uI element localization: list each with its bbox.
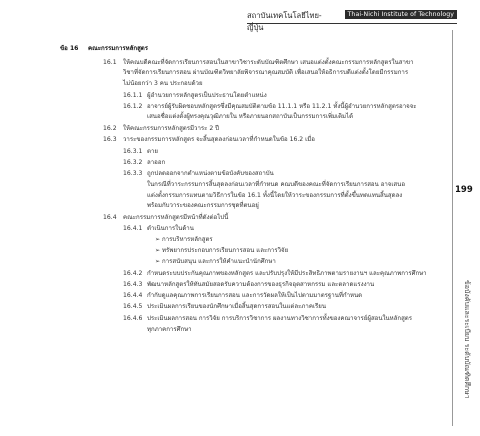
clause-number: 16.3.1 (123, 148, 143, 155)
clause-number: 16.4.6 (123, 315, 143, 322)
clause-text: กำหนดระบบประกันคุณภาพของหลักสูตร และปรับปรุงให้มีประสิทธิภาพตามรายงานฯ และคุณภาพการศึกษา (147, 270, 427, 277)
clause-text: ตาย (147, 148, 158, 155)
clause-text: ➢ ทรัพยากรประกอบการเรียนการสอน และการวิจัย (155, 247, 289, 254)
clause-text: ให้คณะกรรมการหลักสูตรมีวาระ 2 ปี (123, 125, 220, 132)
clause-text: ➢ การสนับสนุน และการให้คำแนะนำนักศึกษา (155, 258, 276, 265)
clause-text: ให้คณบดีคณะที่จัดการเรียนการสอนในสาขาวิชาระดับบัณฑิตศึกษา เสนอแต่งตั้งคณะกรรมการหลักสูตรในสาขา (123, 59, 414, 66)
clause-text: อาจารย์ผู้รับผิดชอบหลักสูตรซึ่งมีคุณสมบัติตามข้อ 11.1.1 หรือ 11.2.1 ทั้งนี้ผู้อำนวยการหลักสูตรอาจจะ (147, 103, 417, 110)
clause-text: แต่งตั้งกรรมการแทนตามวิธีการในข้อ 16.1 ทั้งนี้โดยให้วาระของกรรมการที่ตั้งขึ้นทดแทนสิ้นสุดลง (147, 192, 403, 199)
institute-name: สถาบันเทคโนโลยีไทย-ญี่ปุ่น (247, 11, 322, 32)
clause-number: 16.4.4 (123, 292, 143, 299)
clause-text: พร้อมกับวาระของคณะกรรมการชุดที่ตนอยู่ (147, 202, 259, 209)
clause-text: ประเมินผลการเรียนของนักศึกษาเมื่อสิ้นสุดการสอนในแต่ละภาคเรียน (147, 303, 327, 310)
section-number: ข้อ 16 (60, 45, 79, 52)
clause-number: 16.3.2 (123, 159, 143, 166)
clause-text: ในกรณีที่วาระกรรมการสิ้นสุดลงก่อนเวลาที่กำหนด คณบดีของคณะที่จัดการเรียนการสอน อาจเสนอ (147, 181, 405, 188)
clause-text: ผู้อำนวยการหลักสูตรเป็นประธานโดยตำแหน่ง (147, 92, 267, 99)
clause-number: 16.1 (103, 59, 117, 66)
clause-text: วิชาที่จัดการเรียนการสอน ผ่านบัณฑิตวิทยาลัยพิจารณาคุณสมบัติ เพื่อเสนอให้อธิการบดีแต่งตั้งโดยมีกรรมการ (123, 69, 409, 76)
clause-text: ดำเนินการในด้าน (147, 225, 194, 232)
clause-number: 16.2 (103, 125, 117, 132)
clause-text: ทุกภาคการศึกษา (147, 326, 192, 333)
side-caption: ข้อบังคับและระเบียบ ระดับบัณฑิตศึกษา (463, 280, 471, 399)
clause-number: 16.3.3 (123, 170, 143, 177)
clause-text: คณะกรรมการหลักสูตรมีหน้าที่ดังต่อไปนี้ (123, 214, 229, 221)
section-title: คณะกรรมการหลักสูตร (88, 45, 149, 52)
clause-text: พัฒนาหลักสูตรให้ทันสมัยสอดรับความต้องการของธุรกิจอุตสาหกรรม และตลาดแรงงาน (147, 281, 375, 288)
clause-text: เสนอชื่อแต่งตั้งผู้ทรงคุณวุฒิภายใน หรือภายนอกสถาบันเป็นกรรมการเพิ่มเติมได้ (147, 113, 354, 120)
clause-text: กำกับดูแลคุณภาพการเรียนการสอน และการวัดผลให้เป็นไปตามมาตรฐานที่กำหนด (147, 292, 363, 299)
clause-number: 16.4.2 (123, 270, 143, 277)
clause-text: ➢ การบริหารหลักสูตร (155, 236, 213, 243)
page-number: 199 (455, 185, 473, 195)
page-header (247, 9, 457, 32)
sidebar-divider (452, 30, 453, 426)
clause-number: 16.4.1 (123, 225, 143, 232)
clause-number: 16.1.1 (123, 92, 143, 99)
clause-number: 16.4 (103, 214, 117, 221)
clause-text: ลาออก (147, 159, 166, 166)
clause-text: ไม่น้อยกว่า 3 คน ประกอบด้วย (123, 80, 203, 87)
clause-number: 16.4.5 (123, 303, 143, 310)
clause-number: 16.3 (103, 136, 117, 143)
clause-number: 16.1.2 (123, 103, 143, 110)
clause-number: 16.4.3 (123, 281, 143, 288)
clause-text: วาระของกรรมการหลักสูตร จะสิ้นสุดลงก่อนเวลาที่กำหนดในข้อ 16.2 เมื่อ (123, 136, 315, 143)
clause-text: ถูกปลดออกจากตำแหน่งตามข้อบังคับของสถาบัน (147, 170, 274, 177)
institute-badge: Thai-Nichi Institute of Technology (345, 10, 457, 19)
clause-text: ประเมินผลการสอน การวิจัย การบริการวิชาการ ผลงานทางวิชาการทั้งของคณาจารย์ผู้สอนในหลักสูตร (147, 315, 413, 322)
